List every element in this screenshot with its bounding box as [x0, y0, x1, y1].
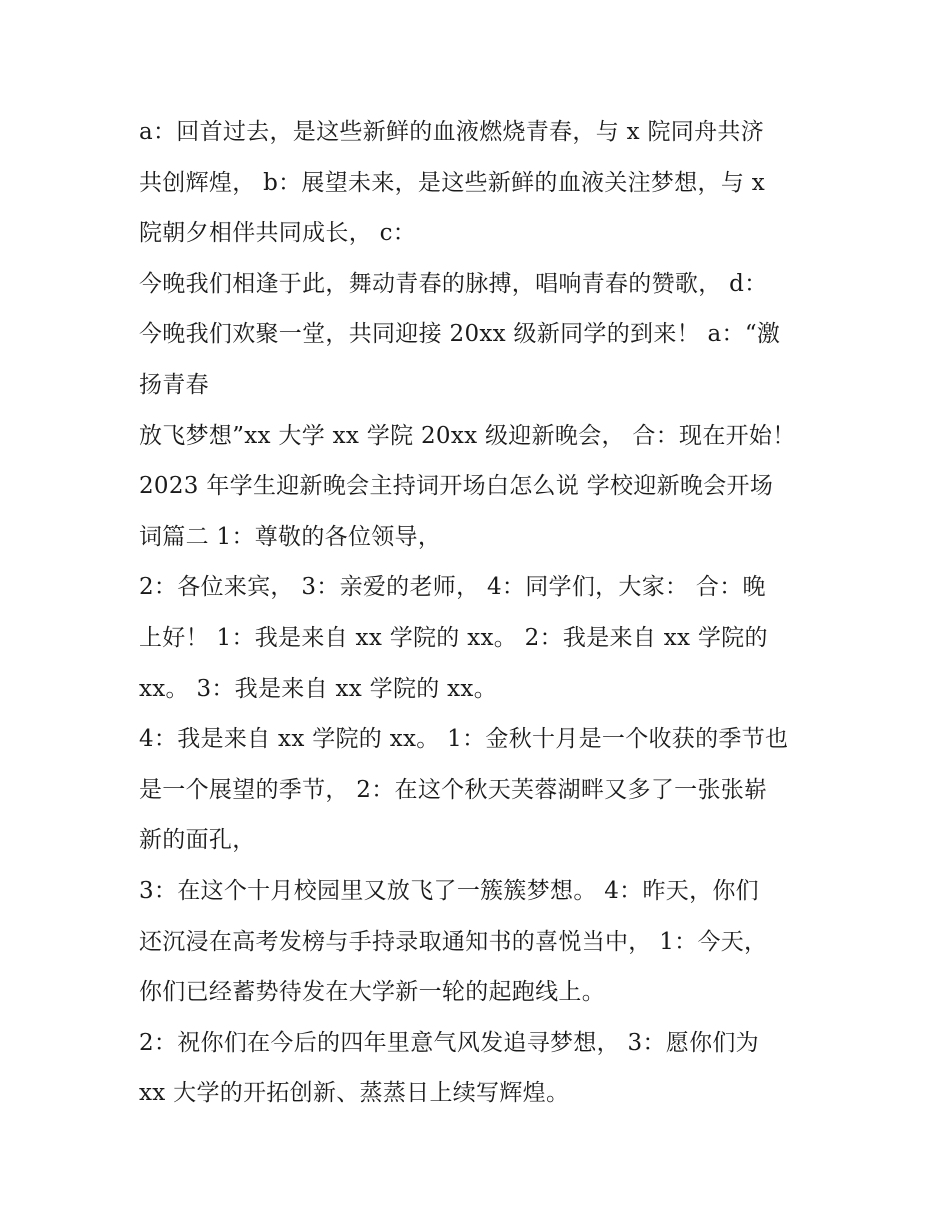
text-line: 放飞梦想”xx 大学 xx 学院 20xx 级迎新晚会， 合：现在开始！	[139, 422, 796, 449]
text-line: 上好！ 1：我是来自 xx 学院的 xx。 2：我是来自 xx 学院的	[139, 624, 768, 651]
text-line: 院朝夕相伴共同成长， c：	[139, 220, 417, 247]
text-line: xx 大学的开拓创新、蒸蒸日上续写辉煌。	[139, 1080, 570, 1107]
text-line: a：回首过去，是这些新鲜的血液燃烧青春，与 x 院同舟共济	[139, 119, 765, 145]
text-line: 你们已经蓄势待发在大学新一轮的起跑线上。	[139, 979, 605, 1006]
text-line: 4：我是来自 xx 学院的 xx。 1：金秋十月是一个收获的季节也	[139, 726, 789, 753]
text-line: 新的面孔，	[139, 827, 256, 854]
text-line: 2：祝你们在今后的四年里意气风发追寻梦想， 3：愿你们为	[139, 1029, 759, 1056]
text-line: 还沉浸在高考发榜与手持录取通知书的喜悦当中， 1：今天，	[139, 928, 768, 955]
text-line: 今晚我们相逢于此，舞动青春的脉搏，唱响青春的赞歌， d：	[139, 270, 768, 297]
text-line: 共创辉煌， b：展望未来，是这些新鲜的血液关注梦想，与 x	[139, 169, 766, 196]
text-line: 2：各位来宾， 3：亲爱的老师， 4：同学们，大家： 合：晚	[139, 574, 766, 601]
text-line: 今晚我们欢聚一堂，共同迎接 20xx 级新同学的到来！ a：“激	[139, 321, 781, 348]
text-line: 是一个展望的季节， 2：在这个秋天芙蓉湖畔又多了一张张崭	[139, 776, 768, 803]
document-body	[139, 107, 819, 1119]
text-line: xx。 3：我是来自 xx 学院的 xx。	[139, 675, 498, 702]
text-line: 3：在这个十月校园里又放飞了一簇簇梦想。 4：昨天，你们	[139, 877, 759, 904]
text-line: 扬青春	[139, 371, 209, 398]
text-line: 词篇二 1：尊敬的各位领导，	[139, 523, 442, 550]
text-line: 2023 年学生迎新晚会主持词开场白怎么说 学校迎新晚会开场	[139, 473, 774, 500]
